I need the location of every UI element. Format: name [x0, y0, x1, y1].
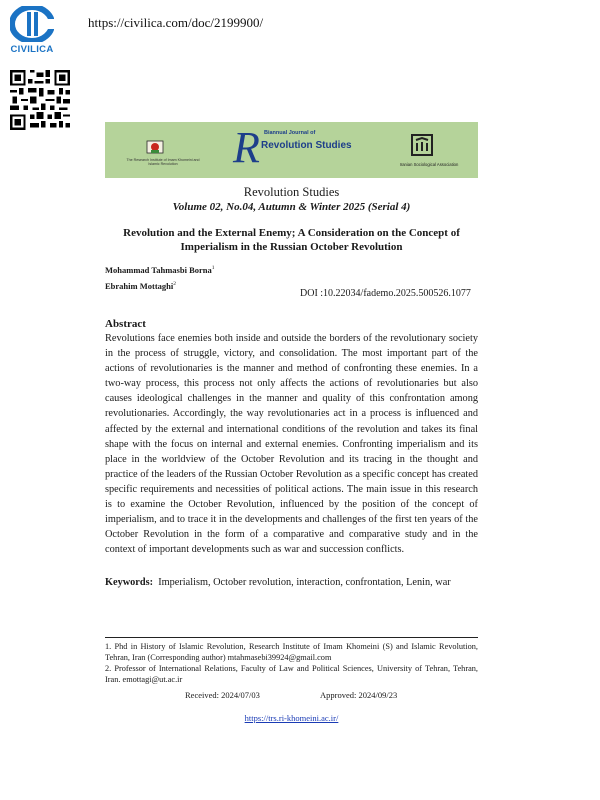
keywords-label: Keywords:: [105, 577, 154, 588]
abstract-text: Revolutions face enemies both inside and outside the borders of the revolutionary society in the process of struggle, victory, and consolidation. The most important part of the actions of revolutionaries is the manner and method of confronting these enemies. In a two-way process, this process not only affects the actions of revolutionaries but also causes ideological challenges in the manner and quality of this confrontation among revolutionaries. Accordingly, the way revolutionaries act in a process is influenced and affected by the external and international conditions of the revolution and takes its final shape with the focus on internal and external enemies. Confronting imperialism and its place in the worldview of the October Revolution and its tracing in the thought and practice of the leaders of the Russian October Revolution as a specific concept has created specific requirements and necessities of political actions. The main issue in this research is to examine the October Revolution, influenced by the position of the concept of imperialism, and to trace it in the developments and challenges of the first ten years of the October Revolution in the form of a comparative and comparative study and in the context of important developments such as war and succession conflicts.: [105, 333, 478, 556]
author-name: Ebrahim Mottaghi: [105, 281, 174, 291]
article-title: Revolution and the External Enemy; A Consideration on the Concept of Imperialism in the Russian October Revolution: [123, 227, 460, 253]
keywords-list: Imperialism, October revolution, interaction, confrontation, Lenin, war: [158, 577, 451, 588]
document-url[interactable]: https://civilica.com/doc/2199900/: [88, 15, 264, 30]
journal-banner-name: Revolution Studies: [261, 140, 352, 151]
journal-volume: Volume 02, No.04, Autumn & Winter 2025 (Serial 4): [172, 201, 411, 213]
institute-name: The Research Institute of Imam Khomeini and Islamic Revolution: [126, 158, 200, 167]
author-1: [105, 265, 215, 275]
journal-prefix: Biannual Journal of: [264, 130, 316, 136]
association-logo-icon: [411, 134, 433, 156]
footnote-2: 2. Professor of International Relations, Faculty of Law and Political Sciences, University of Tehran, Tehran, Iran. emottagi@ut.ac.ir: [105, 664, 478, 685]
received-date: Received: 2024/07/03: [185, 690, 260, 700]
footnote-divider: [105, 637, 478, 638]
author-name: Mohammad Tahmasbi Borna: [105, 265, 212, 275]
doi[interactable]: DOI :10.22034/fademo.2025.500526.1077: [300, 288, 471, 299]
civilica-c-icon: [10, 6, 54, 42]
author-mark: 2: [173, 281, 176, 288]
approved-date: Approved: 2024/09/23: [320, 690, 398, 700]
journal-r-icon: R: [233, 123, 260, 172]
keywords: [105, 575, 478, 590]
civilica-wordmark: CIVILICA: [10, 44, 54, 55]
journal-name: Revolution Studies: [243, 185, 340, 199]
civilica-logo[interactable]: [4, 6, 60, 58]
abstract-heading: Abstract: [105, 318, 146, 330]
association-name: Iranian Sociological Association: [399, 162, 459, 167]
journal-url-link[interactable]: https://trs.ri-khomeini.ac.ir/: [244, 713, 339, 723]
author-2: [105, 281, 176, 291]
footnote-1: 1. Phd in History of Islamic Revolution, Research Institute of Imam Khomeini (S) and Islamic Revolution, Tehran, Iran (Corresponding author) mtahmasebi39924@gmail.com: [105, 642, 478, 663]
journal-banner: [105, 122, 478, 178]
author-mark: 1: [211, 265, 215, 272]
institute-logo-icon: [145, 138, 165, 156]
journal-banner-title: [233, 123, 353, 172]
qr-code-icon[interactable]: [8, 68, 72, 132]
